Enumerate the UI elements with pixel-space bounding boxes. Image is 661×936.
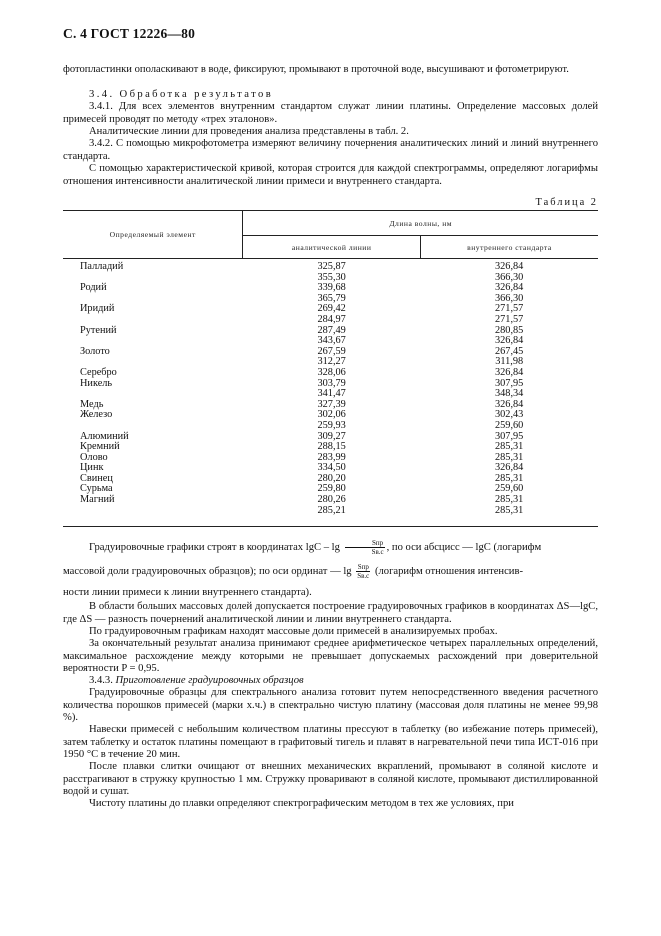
table-bottom-rule (63, 526, 598, 527)
analytical-wavelength-cell: 312,27 (317, 356, 346, 368)
column-header-internal: внутреннего стандарта (420, 236, 598, 259)
element-cell: Алюминий (80, 430, 129, 442)
element-cell: Палладий (80, 261, 124, 272)
element-cell: Никель (80, 377, 113, 389)
fraction-spr-svs (345, 539, 385, 556)
column-header-analytical: аналитической линии (243, 236, 420, 259)
element-cell: Серебро (80, 366, 117, 378)
element-cell (63, 506, 243, 517)
fraction-spr-svs-2 (356, 563, 370, 580)
section-3-4-3-heading (63, 675, 598, 688)
internal-standard-cell: 326,84 (495, 462, 524, 474)
analytical-wavelength-cell: 309,27 (317, 430, 346, 442)
graph-text-a: Градуировочные графики строят в координатах (89, 542, 304, 553)
graph-text-e: ности линии примеси к линии внутреннего стандарта). (63, 587, 312, 598)
internal-standard-cell: 271,57 (495, 313, 524, 325)
element-cell: Свинец (80, 472, 113, 484)
fraction-numerator: Sпр (345, 539, 385, 548)
analytical-wavelength-cell: 287,49 (317, 324, 346, 336)
element-cell: Олово (80, 451, 108, 463)
element-cell: Магний (80, 494, 115, 506)
internal-standard-cell: 366,30 (495, 292, 524, 304)
paragraph-large-fractions: В области больших массовых долей допускается построение градуировочных графиков в координатах ΔS—lgC, где ΔS — разность почернений аналитической линии и линии внутреннего стандарта. (63, 601, 598, 625)
paragraph-prep-3: После плавки слитки очищают от внешних механических вкраплений, промывают в соляной кислоте и расстрагивают в стружку крупностью 1 мм. Стружку проваривают в соляной кислоте, промывают дистиллированной водой и сушат. (63, 761, 598, 797)
internal-standard-cell: 280,85 (495, 324, 524, 336)
internal-standard-cell: 307,95 (495, 430, 524, 442)
analytical-wavelength-cell: 259,93 (317, 419, 346, 431)
paragraph-3-4-2: 3.4.2. С помощью микрофотометра измеряют величину почернения аналитических линий и линий внутреннего стандарта. (63, 138, 598, 162)
analytical-wavelength-cell: 288,15 (317, 441, 346, 453)
internal-standard-cell: 311,98 (495, 356, 524, 368)
table-row (63, 368, 598, 379)
analytical-wavelength-cell: 280,20 (317, 472, 346, 484)
internal-standard-cell: 271,57 (495, 303, 524, 315)
paragraph-prep-4: Чистоту платины до плавки определяют спектрографическим методом в тех же условиях, при (89, 798, 514, 809)
graph-text-b: , по оси абсцисс — lgC (логарифм (386, 542, 542, 553)
internal-standard-cell: 285,31 (495, 504, 524, 516)
element-cell: Золото (80, 345, 110, 357)
fraction-numerator-2: Sпр (357, 563, 369, 572)
analytical-wavelength-cell: 259,80 (317, 483, 346, 495)
element-cell (63, 315, 243, 326)
table-caption: Таблица 2 (535, 197, 598, 208)
analytical-wavelength-cell: 365,79 (317, 292, 346, 304)
graph-text-c: массовой доли градуировочных образцов); по оси ординат — (63, 566, 341, 577)
element-cell: Цинк (80, 462, 104, 474)
wavelength-table (63, 210, 598, 516)
graph-formula-lgc: lgC (305, 542, 322, 553)
analytical-wavelength-cell: 341,47 (317, 388, 346, 400)
analytical-wavelength-cell: 283,99 (317, 451, 346, 463)
table-row (63, 506, 598, 517)
paragraph-lines-table: Аналитические линии для проведения анализа представлены в табл. 2. (89, 126, 409, 137)
internal-standard-cell: 285,31 (495, 451, 524, 463)
paragraph-graph-ordinate (63, 561, 598, 583)
internal-standard-cell: 285,31 (495, 472, 524, 484)
analytical-wavelength-cell: 267,59 (317, 345, 346, 357)
internal-standard-cell: 259,60 (495, 483, 524, 495)
table-row (63, 421, 598, 432)
element-cell: Иридий (80, 303, 115, 315)
element-cell: Медь (80, 398, 104, 410)
internal-standard-cell: 326,84 (495, 398, 524, 410)
element-cell: Кремний (80, 441, 120, 453)
table-row (63, 259, 598, 273)
analytical-wavelength-cell: 269,42 (317, 303, 346, 315)
analytical-wavelength-cell: 334,50 (317, 462, 346, 474)
section-3-4-3-number: 3.4.3. (89, 675, 113, 686)
paragraph-graph-coordinates (63, 537, 598, 559)
analytical-wavelength-cell: 355,30 (317, 271, 346, 283)
graph-formula-lg: lg (343, 566, 352, 577)
analytical-wavelength-cell: 302,06 (317, 409, 346, 421)
fraction-denominator-2: Sв.с (357, 572, 370, 581)
internal-standard-cell: 326,84 (495, 282, 524, 294)
graph-formula-minus-lg: – lg (323, 542, 340, 553)
analytical-wavelength-cell: 280,26 (317, 494, 346, 506)
internal-standard-cell: 326,84 (495, 366, 524, 378)
internal-standard-cell: 307,95 (495, 377, 524, 389)
analytical-wavelength-cell: 284,97 (317, 313, 346, 325)
graph-text-d: (логарифм отношения интенсив- (374, 566, 524, 577)
analytical-wavelength-cell: 339,68 (317, 282, 346, 294)
paragraph-characteristic-curve: С помощью характеристической кривой, которая строится для каждой спектрограммы, определяют логарифмы отношения интенсивности аналитической линии примеси и внутреннего стандарта. (63, 163, 598, 187)
section-3-4-3-title: Приготовление градуировочных образцов (115, 675, 304, 686)
internal-standard-cell: 267,45 (495, 345, 524, 357)
analytical-wavelength-cell: 303,79 (317, 377, 346, 389)
fraction-denominator: Sв.с (371, 548, 384, 557)
paragraph-find-fractions: По градуировочным графикам находят массовые доли примесей в анализируемых пробах. (89, 626, 498, 637)
internal-standard-cell: 366,30 (495, 271, 524, 283)
column-header-element: Определяемый элемент (63, 211, 243, 259)
intro-paragraph: фотопластинки ополаскивают в воде, фиксируют, промывают в проточной воде, высушивают и фотометрируют. (63, 64, 569, 75)
table-body (63, 259, 598, 517)
paragraph-final-result: За окончательный результат анализа принимают среднее арифметическое четырех параллельных определений, максимальное расхождение между которыми не превышает допускаемых расхождений при доверительной вероятности P = 0,95. (63, 638, 598, 674)
analytical-wavelength-cell: 325,87 (317, 261, 346, 272)
internal-standard-cell: 285,31 (495, 494, 524, 506)
element-cell: Рутений (80, 324, 117, 336)
page-header: С. 4 ГОСТ 12226—80 (63, 26, 196, 41)
internal-standard-cell: 285,31 (495, 441, 524, 453)
internal-standard-cell: 326,84 (495, 261, 524, 272)
internal-standard-cell: 326,84 (495, 335, 524, 347)
analytical-wavelength-cell: 285,21 (317, 504, 346, 516)
element-cell (63, 421, 243, 432)
internal-standard-cell: 302,43 (495, 409, 524, 421)
element-cell: Сурьма (80, 483, 113, 495)
analytical-wavelength-cell: 327,39 (317, 398, 346, 410)
table-row (63, 315, 598, 326)
internal-standard-cell: 348,34 (495, 388, 524, 400)
paragraph-prep-1: Градуировочные образцы для спектрального анализа готовит путем непосредственного введения расчетного количества порошков примесей (марки х.ч.) в спектрально чистую платину (массовая доля платины не менее 99,98 %). (63, 687, 598, 723)
paragraph-3-4-1: 3.4.1. Для всех элементов внутренним стандартом служат линии платины. Определение массовых долей примесей проводят по методу «трех эталонов». (63, 101, 598, 125)
internal-standard-cell: 259,60 (495, 419, 524, 431)
paragraph-prep-2: Навески примесей с небольшим количеством платины прессуют в таблетку (во избежание потерь примесей), затем таблетку и остаток платины помещают в графитовый тигель и плавят в нагревательной печи типа ИСТ-016 при 1950 °С в течение 20 мин. (63, 724, 598, 760)
analytical-wavelength-cell: 343,67 (317, 335, 346, 347)
column-header-wavelength: Длина волны, нм (243, 211, 598, 236)
analytical-wavelength-cell: 328,06 (317, 366, 346, 378)
section-3-4-heading: 3.4. Обработка результатов (89, 89, 274, 100)
element-cell: Железо (80, 409, 113, 421)
element-cell: Родий (80, 282, 107, 294)
